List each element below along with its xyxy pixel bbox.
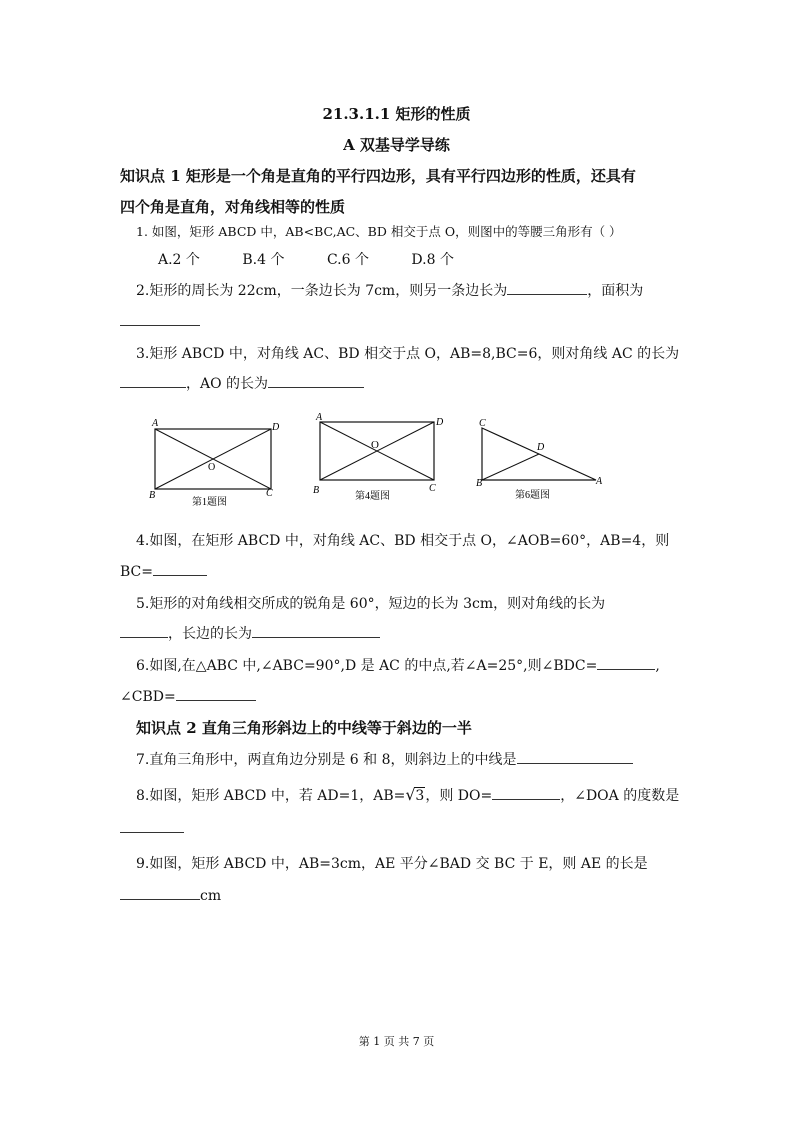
question-5-text-b: ，长边的长为 (168, 626, 252, 642)
answer-blank[interactable] (252, 623, 380, 638)
figure-6-caption: 第6题图 (515, 490, 550, 501)
question-3-line1: 3.矩形 ABCD 中，对角线 AC、BD 相交于点 O，AB=8,BC=6，则对角线 AC 的长为 (136, 346, 680, 362)
question-5-line1: 5.矩形的对角线相交所成的锐角是 60°，短边的长为 3cm，则对角线的长为 (136, 596, 606, 612)
question-9-unit: cm (200, 888, 222, 904)
question-1-options (158, 249, 492, 269)
label-c: C (266, 488, 273, 499)
answer-blank[interactable] (120, 373, 186, 388)
label-d: D (272, 422, 280, 433)
knowledge-point-1-line1: 知识点 1 矩形是一个角是直角的平行四边形，具有平行四边形的性质，还具有 (120, 167, 636, 185)
page-footer: 第 1 页 共 7 页 (358, 1035, 435, 1048)
label-c: C (479, 418, 486, 429)
answer-blank[interactable] (153, 561, 207, 576)
question-3-line2 (120, 373, 364, 393)
sqrt-expression: √ 3 (405, 785, 425, 804)
answer-blank[interactable] (120, 885, 200, 900)
question-2-line1 (136, 280, 643, 300)
option-d: D.8 个 (411, 252, 454, 268)
section-subtitle: A 双基导学导练 (343, 136, 450, 154)
label-a: A (152, 418, 159, 429)
question-4-line1: 4.如图，在矩形 ABCD 中，对角线 AC、BD 相交于点 O，∠AOB=60°，AB=4，则 (136, 533, 670, 549)
label-a: A (596, 476, 603, 487)
question-2-text-b: ，面积为 (587, 283, 644, 299)
label-o: O (371, 439, 379, 451)
answer-blank[interactable] (517, 749, 633, 764)
question-1-text: 1. 如图，矩形 ABCD 中，AB<BC,AC、BD 相交于点 O，则图中的等腰三角形有（ ） (136, 224, 622, 239)
question-6-text-b: ∠CBD= (120, 689, 176, 705)
question-8-line1 (136, 785, 679, 805)
label-o: O (208, 462, 216, 473)
question-5-line2 (120, 623, 380, 643)
label-c: C (429, 483, 436, 494)
label-d: D (436, 417, 444, 428)
label-b: B (149, 490, 156, 501)
question-2-text: 2.矩形的周长为 22cm，一条边长为 7cm，则另一条边长为 (136, 283, 508, 299)
label-b: B (476, 478, 483, 489)
question-2-line2 (120, 311, 200, 330)
figure-6 (476, 418, 603, 501)
question-9-line2 (120, 885, 221, 904)
label-b: B (313, 485, 320, 496)
knowledge-point-2: 知识点 2 直角三角形斜边上的中线等于斜边的一半 (136, 719, 472, 737)
answer-blank[interactable] (268, 373, 364, 388)
question-8-text-c: ，∠DOA 的度数是 (560, 788, 680, 804)
page-title: 21.3.1.1 矩形的性质 (322, 105, 471, 123)
option-b: B.4 个 (242, 252, 285, 268)
question-4-line2 (120, 561, 207, 580)
figure-4 (313, 412, 444, 502)
figure-1-caption: 第1题图 (192, 497, 227, 508)
question-4-text-b: BC= (120, 564, 153, 580)
answer-blank[interactable] (120, 818, 184, 833)
question-6-line2 (120, 686, 256, 705)
answer-blank[interactable] (120, 623, 168, 638)
option-c: C.6 个 (326, 252, 369, 268)
question-6-text: 6.如图,在△ABC 中,∠ABC=90°,D 是 AC 的中点,若∠A=25°,则∠BDC= (136, 658, 598, 674)
knowledge-point-1-line2: 四个角是直角，对角线相等的性质 (120, 198, 346, 216)
question-9-line1: 9.如图，矩形 ABCD 中，AB=3cm，AE 平分∠BAD 交 BC 于 E，则 AE 的长是 (136, 856, 648, 872)
question-8-line2 (120, 818, 184, 837)
label-d: D (537, 442, 545, 453)
figures-row (140, 412, 620, 512)
answer-blank[interactable] (492, 785, 560, 800)
question-7-line (136, 749, 633, 769)
question-8-text-a: 8.如图，矩形 ABCD 中，若 AD=1，AB= (136, 788, 406, 804)
radical-sign-icon: √ (405, 785, 416, 804)
question-6-comma: , (655, 658, 660, 674)
answer-blank[interactable] (507, 280, 587, 295)
question-7-text: 7.直角三角形中，两直角边分别是 6 和 8，则斜边上的中线是 (136, 752, 517, 768)
figure-1 (149, 418, 280, 508)
label-a: A (316, 412, 323, 423)
question-6-line1 (136, 655, 660, 675)
option-a: A.2 个 (158, 252, 200, 268)
question-8-text-b: ，则 DO= (425, 788, 493, 804)
question-3-text-b: ，AO 的长为 (186, 376, 269, 392)
answer-blank[interactable] (597, 655, 655, 670)
answer-blank[interactable] (120, 311, 200, 326)
figure-4-caption: 第4题图 (355, 491, 390, 502)
answer-blank[interactable] (176, 686, 256, 701)
